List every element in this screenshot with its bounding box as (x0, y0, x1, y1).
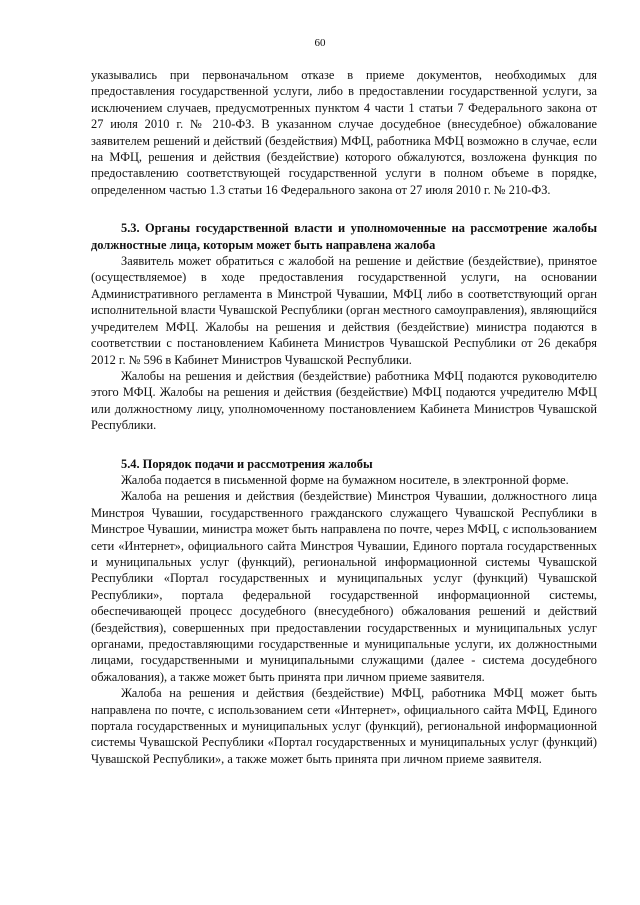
paragraph-complaint-recipients: Заявитель может обратиться с жалобой на решение и действие (бездействие), принятое (осуществляемое) в ходе предоставления государственной услуги, на основании Административного регламента в Минстрой Чувашии, МФЦ либо в соответствующий орган исполнительной власти Чувашской Республики (орган местного самоуправления), являющийся учредителем МФЦ. Жалобы на решения и действия (бездействие) министра подаются в соответствии с постановлением Кабинета Министров Чувашской Республики от 26 декабря 2012 г. № 596 в Кабинет Министров Чувашской Республики. (91, 254, 597, 367)
document-body (91, 67, 597, 767)
paragraph-continuation: указывались при первоначальном отказе в приеме документов, необходимых для предоставления государственной услуги, либо в предоставлении государственной услуги, за исключением случаев, предусмотренных пунктом 4 части 1 статьи 7 Федерального закона от 27 июля 2010 г. № 210-ФЗ. В указанном случае досудебное (внесудебное) обжалование заявителем решений и действий (бездействия) МФЦ, работника МФЦ возможно в случае, если на МФЦ, решения и действия (бездействие) которого обжалуются, возложена функция по предоставлению соответствующей государственной услуги в полном объеме в порядке, определенном частью 1.3 статьи 16 Федерального закона от 27 июля 2010 г. № 210-ФЗ. (91, 68, 597, 197)
paragraph-complaint-form: Жалоба подается в письменной форме на бумажном носителе, в электронной форме. (121, 472, 569, 487)
paragraph-complaint-channels-mfc: Жалоба на решения и действия (бездействие) МФЦ, работника МФЦ может быть направлена по почте, с использованием сети «Интернет», официального сайта МФЦ, Единого портала государственных и муниципальных услуг (функций), региональной информационной системы Чувашской Республики «Портал государственных и муниципальных услуг (функций) Чувашской Республики», а также может быть принята при личном приеме заявителя. (91, 686, 597, 766)
section-heading-5-4: 5.4. Порядок подачи и рассмотрения жалобы (121, 456, 373, 471)
paragraph-mfc-complaints: Жалобы на решения и действия (бездействие) работника МФЦ подаются руководителю этого МФЦ. Жалобы на решения и действия (бездействие) МФЦ подаются учредителю МФЦ или должностному лицу, уполномоченному постановлением Кабинета Министров Чувашской Республики. (91, 368, 597, 433)
paragraph-complaint-channels-ministry: Жалоба на решения и действия (бездействие) Минстроя Чувашии, должностного лица Минстроя Чувашии, государственного гражданского служащего Чувашской Республики в Минстрое Чувашии, министра может быть направлена по почте, через МФЦ, с использованием сети «Интернет», официального сайта Минстроя Чувашии, Единого портала государственных и муниципальных услуг (функций), региональной информационной системы Чувашской Республики «Портал государственных и муниципальных услуг (функций) Чувашской Республики», портала федеральной государственной информационной системы, обеспечивающей процесс досудебного (внесудебного) обжалования решений и действий (бездействия), совершенных при предоставлении государственных и муниципальных услуг органами, предоставляющими государственные и муниципальные услуги, их должностными лицами, государственными и муниципальными служащими (далее - система досудебного обжалования), а также может быть принята при личном приеме заявителя. (91, 489, 597, 684)
page-number: 60 (314, 37, 326, 49)
section-heading-5-3: 5.3. Органы государственной власти и уполномоченные на рассмотрение жалобы должностные лица, которым может быть направлена жалоба (91, 221, 597, 252)
